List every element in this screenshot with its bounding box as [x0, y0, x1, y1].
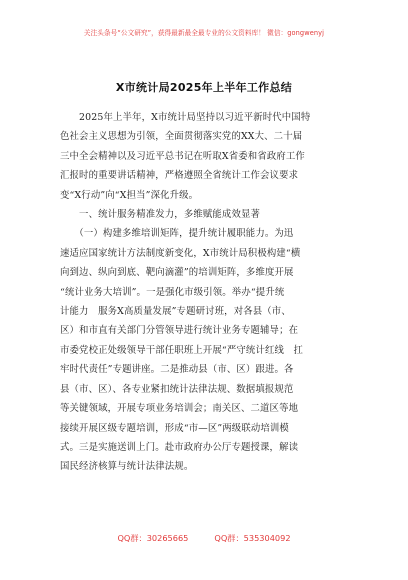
- text-line: 色社会主义思想为引领，全面贯彻落实党的XX大、二十届: [60, 131, 303, 143]
- text-line: 县（市、区）、各专业紧扣统计法律法规、数据填报规范: [60, 383, 294, 395]
- text-line: 国民经济核算与统计法律法规。: [60, 461, 194, 473]
- text-line: 一、统计服务精准发力，多维赋能成效显著: [60, 209, 261, 221]
- qq-group-1: QQ群：30265665: [117, 533, 189, 543]
- document-body: [60, 108, 350, 477]
- text-line: 等关键领域，开展专项业务培训会；南关区、二道区等地: [60, 403, 299, 415]
- page-title: X市统计局2025年上半年工作总结: [115, 81, 293, 94]
- text-line: 式。三是实施送训上门。赴市政府办公厅专题授课，解读: [60, 441, 299, 453]
- text-line: 牢时代责任”专题讲座。二是推动县（市、区）跟进。各: [60, 364, 294, 376]
- paragraph-intro: [60, 108, 350, 205]
- section-heading: [60, 205, 350, 224]
- footer-contact: [0, 533, 408, 544]
- text-line: 2025年上半年，X市统计局坚持以习近平新时代中国特: [60, 112, 311, 123]
- text-line: “统计业务大培训”。一是强化市级引领。举办“提升统: [60, 286, 285, 298]
- text-line: 接续开展区级专题培训，形成“市—区”两级联动培训模: [60, 422, 289, 434]
- header-promo-note: 关注头条号“公文研究”，获得最新最全最专业的公文资料库！ 微信：gongwenyj: [83, 29, 325, 37]
- text-line: （一）构建多维培训矩阵，提升统计履职能力。为迅: [60, 228, 294, 240]
- text-line: 三中全会精神以及习近平总书记在听取X省委和省政府工作: [60, 150, 305, 162]
- text-line: 计能力 服务X高质量发展”专题研讨班，对各县（市、: [60, 306, 291, 318]
- text-line: 市委党校正处级领导干部任职班上开展“严守统计红线 扛: [60, 344, 304, 356]
- text-line: 变“X行动”向“X担当”深化升级。: [60, 189, 199, 201]
- qq-group-2: QQ群：535304092: [214, 533, 291, 543]
- text-line: 向到边、纵向到底、靶向滴灌”的培训矩阵，多维度开展: [60, 267, 294, 279]
- paragraph-training: [60, 224, 350, 476]
- text-line: 汇报时的重要讲话精神，严格遵照全省统计工作会议要求: [60, 170, 299, 182]
- text-line: 速适应国家统计方法制度新变化，X市统计局积极构建“横: [60, 247, 301, 259]
- text-line: 区）和市直有关部门分管领导进行统计业务专题辅导；在: [60, 325, 299, 337]
